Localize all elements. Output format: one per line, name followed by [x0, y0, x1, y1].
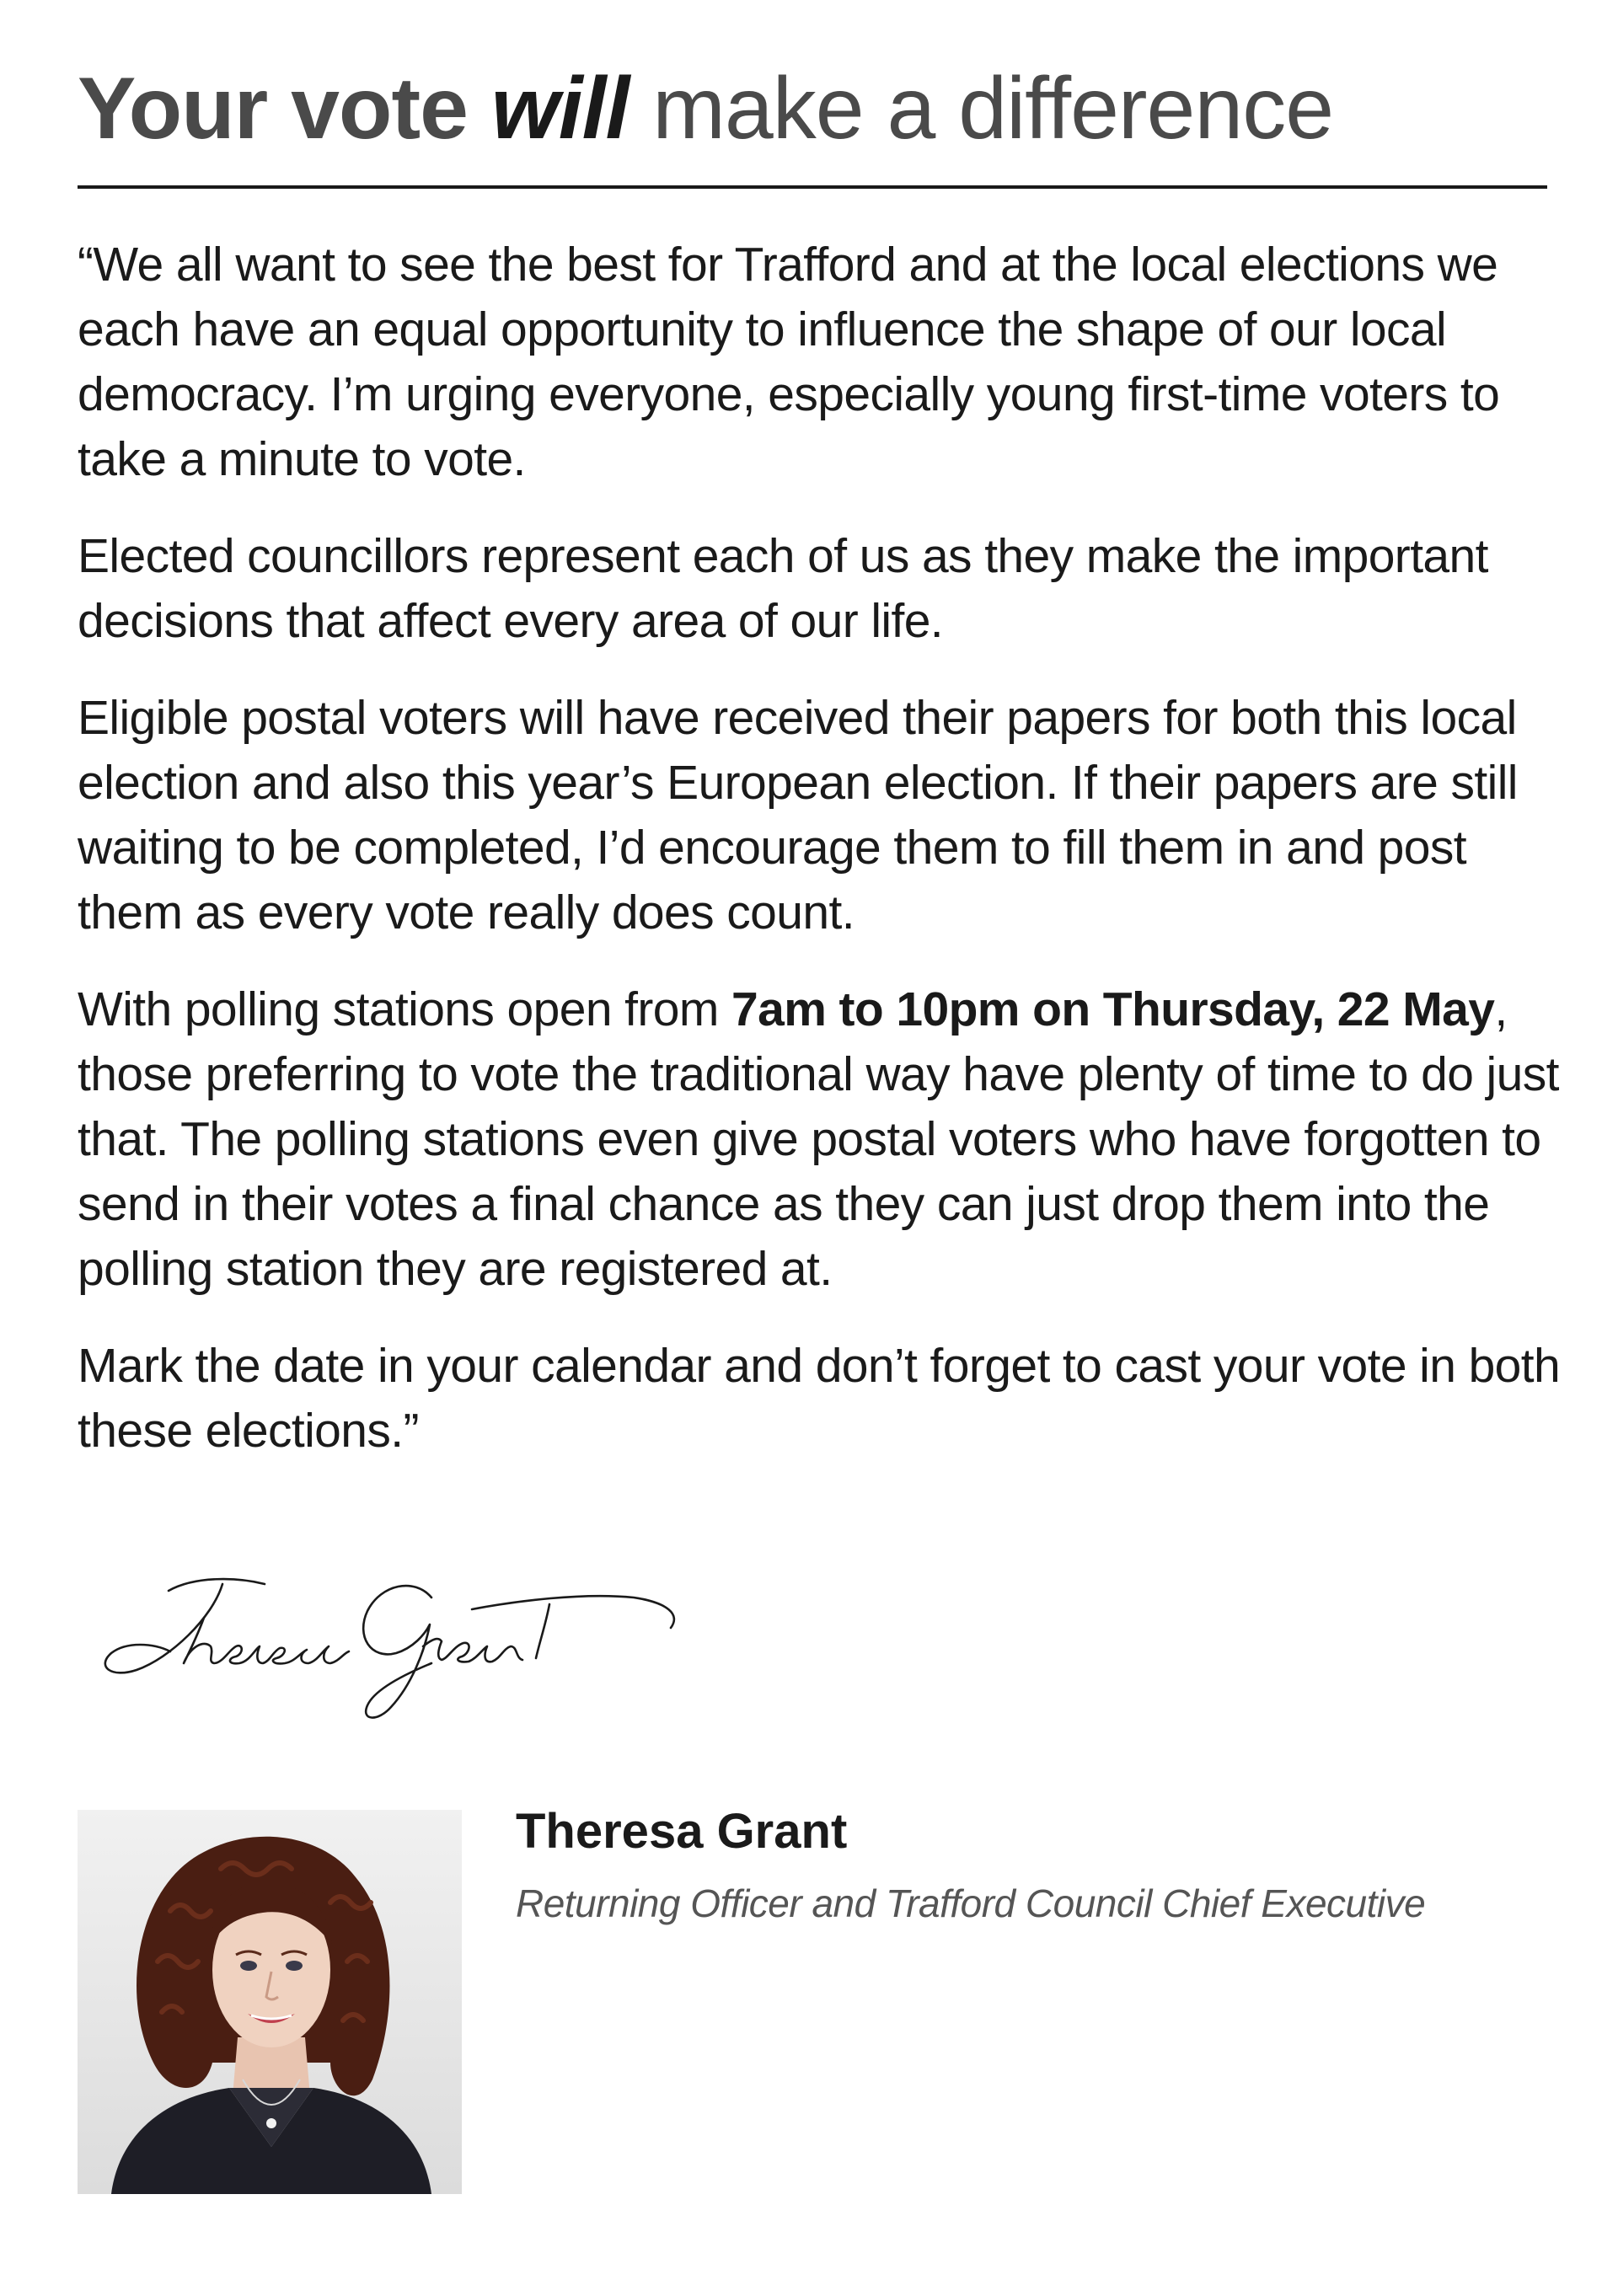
handwritten-signature [78, 1559, 684, 1727]
paragraph-1: “We all want to see the best for Trafford and at the local elections we each have an equal opportunity to influence the shape of our local democracy. I’m urging everyone, especially young first-time voters to take a minute to vote. [78, 238, 1500, 486]
title-part-will: will [490, 60, 630, 158]
page-title [78, 61, 1333, 157]
polling-times: 7am to 10pm on Thursday, 22 May [731, 982, 1495, 1036]
paragraph-4-intro: With polling stations open from [78, 982, 732, 1036]
signatory-name: Theresa Grant [516, 1804, 848, 1859]
title-part-make-a-difference: make a difference [629, 60, 1334, 158]
quote-body [78, 233, 1561, 1496]
title-part-your-vote: Your vote [78, 60, 491, 158]
portrait-photo [78, 1810, 462, 2194]
document-page [78, 0, 1561, 2296]
paragraph-4-rest: , those preferring to vote the traditional way have plenty of time to do just that. The polling stations even give postal voters who have forgotten to send in their votes a final chance as they can just drop them into the polling station they are registered at. [78, 982, 1559, 1296]
paragraph-3: Eligible postal voters will have received their papers for both this local election and also this year’s European election. If their papers are still waiting to be completed, I’d encourage them to fill them in and post them as every vote really does count. [78, 691, 1518, 939]
paragraph-2: Elected councillors represent each of us as they make the important decisions that affect every area of our life. [78, 529, 1488, 648]
paragraph-5: Mark the date in your calendar and don’t forget to cast your vote in both these elections.” [78, 1339, 1561, 1458]
title-divider [78, 185, 1547, 189]
paragraph-4 [78, 977, 1561, 1302]
signatory-role: Returning Officer and Trafford Council Chief Executive [516, 1881, 1426, 1925]
